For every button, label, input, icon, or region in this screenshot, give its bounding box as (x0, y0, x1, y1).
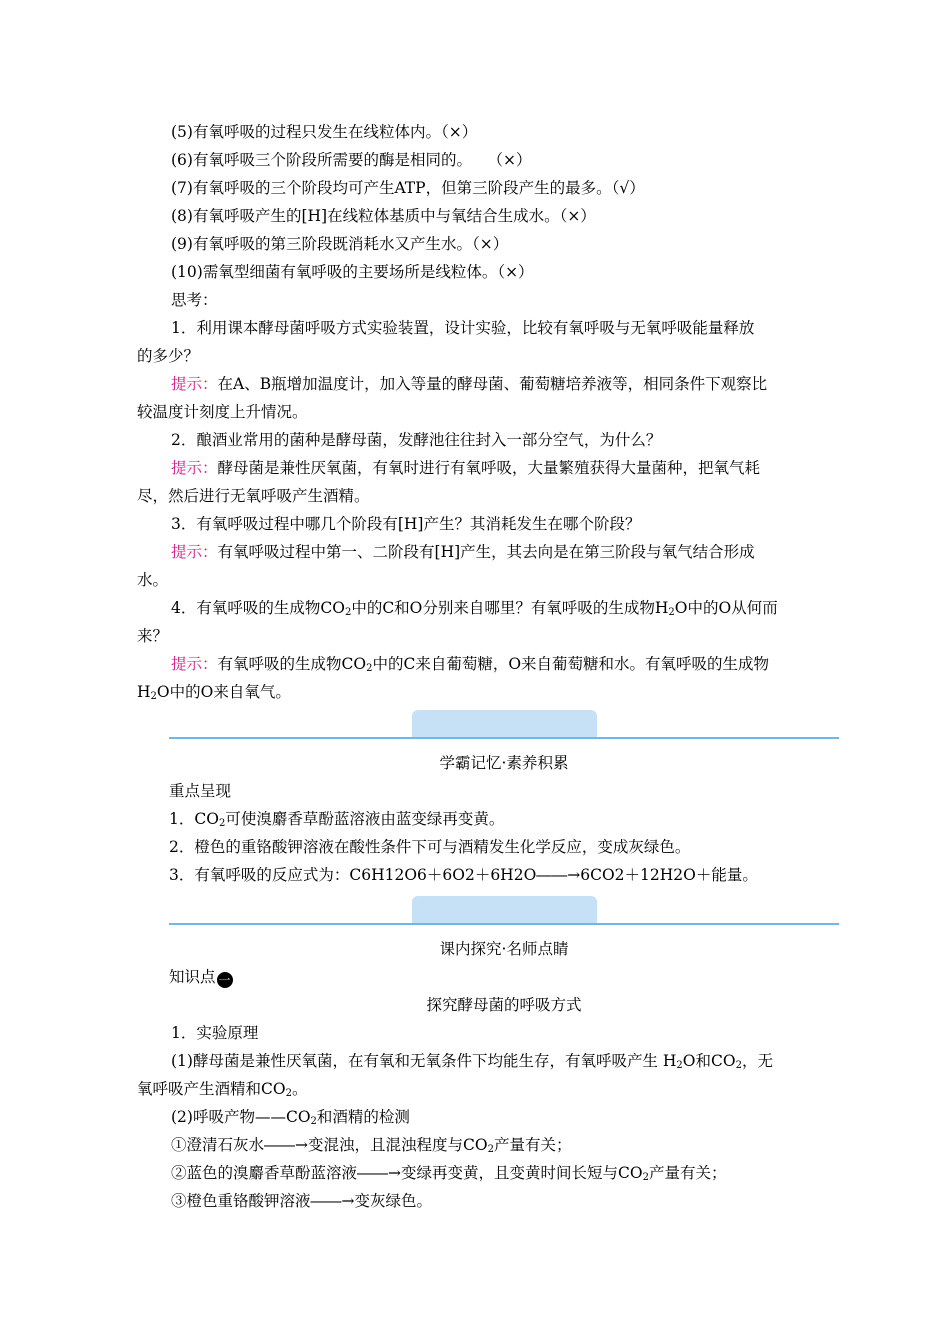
question-2: 2．酿酒业常用的菌种是酵母菌，发酵池往往封入一部分空气，为什么？ (171, 431, 662, 449)
section-divider-1 (169, 710, 839, 744)
section-title-2: 课内探究·名师点睛 (439, 940, 569, 958)
section-tab (412, 896, 597, 924)
hint-label: 提示： (171, 543, 218, 561)
judgment-item-8: (8)有氧呼吸产生的[H]在线粒体基质中与氧结合生成水。（×） (171, 207, 596, 225)
question-4-line-1: 4．有氧呼吸的生成物$CO_2$中的C和O分别来自哪里？有氧呼吸的生成物$H_2O$中的O从何而 (171, 599, 778, 618)
hint-label: 提示： (171, 375, 218, 393)
answer-4-line-2: $H_2O$中的O来自氧气。 (137, 683, 291, 702)
judgment-item-7: (7)有氧呼吸的三个阶段均可产生ATP，但第三阶段产生的最多。（√） (171, 179, 645, 197)
judgment-item-9: (9)有氧呼吸的第三阶段既消耗水又产生水。（×） (171, 235, 509, 253)
detection-3: ③橙色重铬酸钾溶液――→变灰绿色。 (171, 1192, 432, 1210)
hint-label: 提示： (171, 459, 218, 477)
judgment-item-6: (6)有氧呼吸三个阶段所需要的酶是相同的。 （×） (171, 151, 532, 169)
principle-1-line-2: 氧呼吸产生酒精和$CO_2$。 (137, 1080, 308, 1099)
answer-2-line-2: 尽，然后进行无氧呼吸产生酒精。 (137, 487, 370, 505)
judgment-item-5: (5)有氧呼吸的过程只发生在线粒体内。（×） (171, 123, 478, 141)
answer-3-line-1: 提示：有氧呼吸过程中第一、二阶段有[H]产生，其去向是在第三阶段与氧气结合形成 (171, 543, 755, 561)
section-1-subtitle: 重点呈现 (169, 782, 232, 800)
key-point-2: 2．橙色的重铬酸钾溶液在酸性条件下可与酒精发生化学反应，变成灰绿色。 (169, 838, 691, 856)
answer-4-line-1: 提示：有氧呼吸的生成物$CO_2$中的C来自葡萄糖，O来自葡萄糖和水。有氧呼吸的生成物 (171, 655, 770, 674)
key-point-1: 1．$CO_2$可使溴麝香草酚蓝溶液由蓝变绿再变黄。 (169, 810, 505, 829)
detection-2: ②蓝色的溴麝香草酚蓝溶液――→变绿再变黄，且变黄时间长短与$CO_2$产量有关； (171, 1164, 727, 1183)
hint-label: 提示： (171, 655, 218, 673)
section-divider-2 (169, 896, 839, 930)
answer-2-line-1: 提示：酵母菌是兼性厌氧菌，有氧时进行有氧呼吸，大量繁殖获得大量菌种，把氧气耗 (171, 459, 761, 477)
section-title-1: 学霸记忆·素养积累 (439, 754, 569, 772)
answer-1-line-2: 较温度计刻度上升情况。 (137, 403, 308, 421)
section-rule (169, 923, 839, 925)
knowledge-point-label: 知识点 一 (169, 968, 231, 987)
section-tab (412, 710, 597, 738)
think-label: 思考： (171, 291, 218, 309)
question-4-line-2: 来？ (137, 627, 169, 645)
answer-3-line-2: 水。 (137, 571, 169, 589)
principle-1-line-1: (1)酵母菌是兼性厌氧菌，在有氧和无氧条件下均能生存，有氧呼吸产生 $H_2O$和$CO_2$，无 (171, 1052, 773, 1071)
knowledge-point-title: 探究酵母菌的呼吸方式 (426, 996, 582, 1014)
question-1-line-2: 的多少？ (137, 347, 200, 365)
question-1-line-1: 1．利用课本酵母菌呼吸方式实验装置，设计实验，比较有氧呼吸与无氧呼吸能量释放 (171, 319, 755, 337)
heading-experiment-principle: 1．实验原理 (171, 1024, 259, 1042)
answer-1-line-1: 提示：在A、B瓶增加温度计，加入等量的酵母菌、葡萄糖培养液等，相同条件下观察比 (171, 375, 768, 393)
detection-1: ①澄清石灰水――→变混浊，且混浊程度与$CO_2$产量有关； (171, 1136, 572, 1155)
key-point-3: 3．有氧呼吸的反应式为：C6H12O6＋6O2＋6H2O――→6CO2＋12H2O＋能量。 (169, 866, 758, 884)
section-rule (169, 737, 839, 739)
question-3: 3．有氧呼吸过程中哪几个阶段有[H]产生？其消耗发生在哪个阶段？ (171, 515, 641, 533)
knowledge-point-number-icon: 一 (218, 973, 231, 987)
principle-2: (2)呼吸产物$——CO_2$和酒精的检测 (171, 1108, 410, 1127)
judgment-item-10: (10)需氧型细菌有氧呼吸的主要场所是线粒体。（×） (171, 263, 534, 281)
